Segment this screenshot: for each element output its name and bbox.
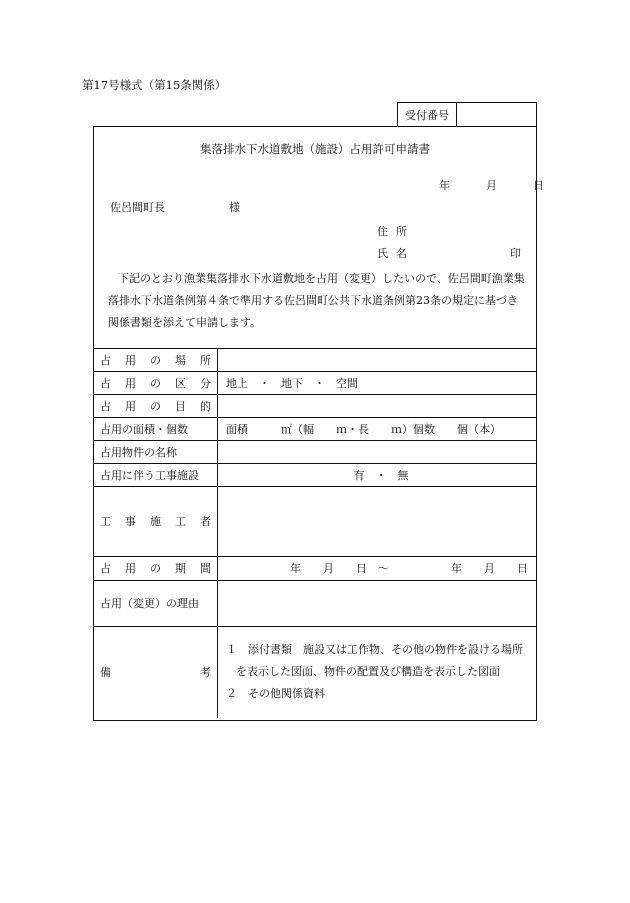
- table-row: [94, 626, 536, 718]
- row-label-text: 占 用 の 区 分: [100, 376, 211, 390]
- row-label-text: 占用の面積・個数: [100, 422, 188, 436]
- row-label-category: [94, 371, 218, 394]
- remarks-content: [218, 626, 537, 718]
- application-statement: 下記のとおり漁業集落排水下水道敷地を占用（変更）したいので、佐呂間町漁業集落排水下水道条例第４条で準用する佐呂間町公共下水道条例第23条の規定に基づき関係書類を添えて申請します。: [108, 272, 525, 329]
- seal-mark: 印: [510, 247, 521, 260]
- addressee: 佐呂間町長: [110, 201, 165, 214]
- table-row: [94, 394, 536, 417]
- row-label-remarks: [94, 626, 218, 718]
- reception-number-label: 受付番号: [398, 103, 457, 126]
- location-field[interactable]: [218, 349, 537, 371]
- row-label-location: [94, 349, 218, 371]
- table-row: [94, 417, 536, 440]
- date-month: 月: [486, 179, 497, 192]
- row-label-reason: [94, 580, 218, 626]
- remarks-line-2: を表示した図面、物件の配置及び構造を表示した図面: [236, 665, 500, 679]
- row-label-purpose: [94, 394, 218, 417]
- purpose-field[interactable]: [218, 394, 537, 417]
- table-row: [94, 463, 536, 486]
- table-row: [94, 486, 536, 556]
- table-row: [94, 556, 536, 580]
- date-day: 日: [533, 179, 544, 192]
- reception-number-box: [397, 102, 537, 126]
- category-field[interactable]: 地上 ・ 地下 ・ 空間: [218, 371, 537, 394]
- row-label-text: 占 用 の 目 的: [100, 399, 211, 413]
- row-label-text: 占用（変更）の理由: [100, 597, 199, 610]
- table-row: [94, 580, 536, 626]
- table-row: [94, 371, 536, 394]
- reason-field[interactable]: [218, 580, 537, 626]
- form-header-section: [94, 127, 544, 349]
- area-field[interactable]: 面積 ㎡（幅 ｍ・長 ｍ）個数 個（本）: [218, 417, 537, 440]
- form-title: 集落排水下水道敷地（施設）占用許可申請書: [200, 142, 430, 156]
- row-label-text: 占 用 の 場 所: [100, 353, 211, 367]
- honorific: 様: [229, 201, 240, 214]
- remarks-line-1: １ 添付書類 施設又は工作物、その他の物件を設ける場所: [226, 643, 523, 657]
- table-row: [94, 440, 536, 463]
- remarks-label-right: 考: [200, 666, 211, 680]
- object-name-field[interactable]: [218, 440, 537, 463]
- row-label-period: [94, 556, 218, 580]
- period-from: 年 月 日 ～: [290, 562, 389, 575]
- date-year: 年: [439, 179, 450, 192]
- application-details-table: [94, 349, 536, 718]
- applicant-address-label: 住所: [377, 225, 415, 238]
- application-date: [439, 177, 544, 193]
- row-label-text: 占 用 の 期 間: [100, 562, 211, 575]
- row-label-text: 占用物件の名称: [100, 445, 177, 459]
- reception-number-field[interactable]: [457, 103, 536, 126]
- table-row: [94, 349, 536, 371]
- applicant-name-label: 氏名: [377, 247, 415, 260]
- period-to: 年 月 日: [451, 562, 528, 575]
- remarks-label-left: 備: [100, 666, 111, 680]
- row-label-text: 占用に伴う工事施設: [100, 468, 199, 482]
- row-label-text: 工 事 施 工 者: [100, 515, 211, 528]
- construction-field[interactable]: 有 ・ 無: [218, 463, 537, 486]
- remarks-line-3: ２ その他関係資料: [226, 687, 325, 701]
- period-field[interactable]: [218, 556, 537, 580]
- row-label-construction: [94, 463, 218, 486]
- contractor-field[interactable]: [218, 486, 537, 556]
- row-label-object-name: [94, 440, 218, 463]
- row-label-contractor: [94, 486, 218, 556]
- application-form: [93, 126, 544, 721]
- row-label-area: [94, 417, 218, 440]
- form-number-label: 第17号様式（第15条関係）: [82, 78, 227, 92]
